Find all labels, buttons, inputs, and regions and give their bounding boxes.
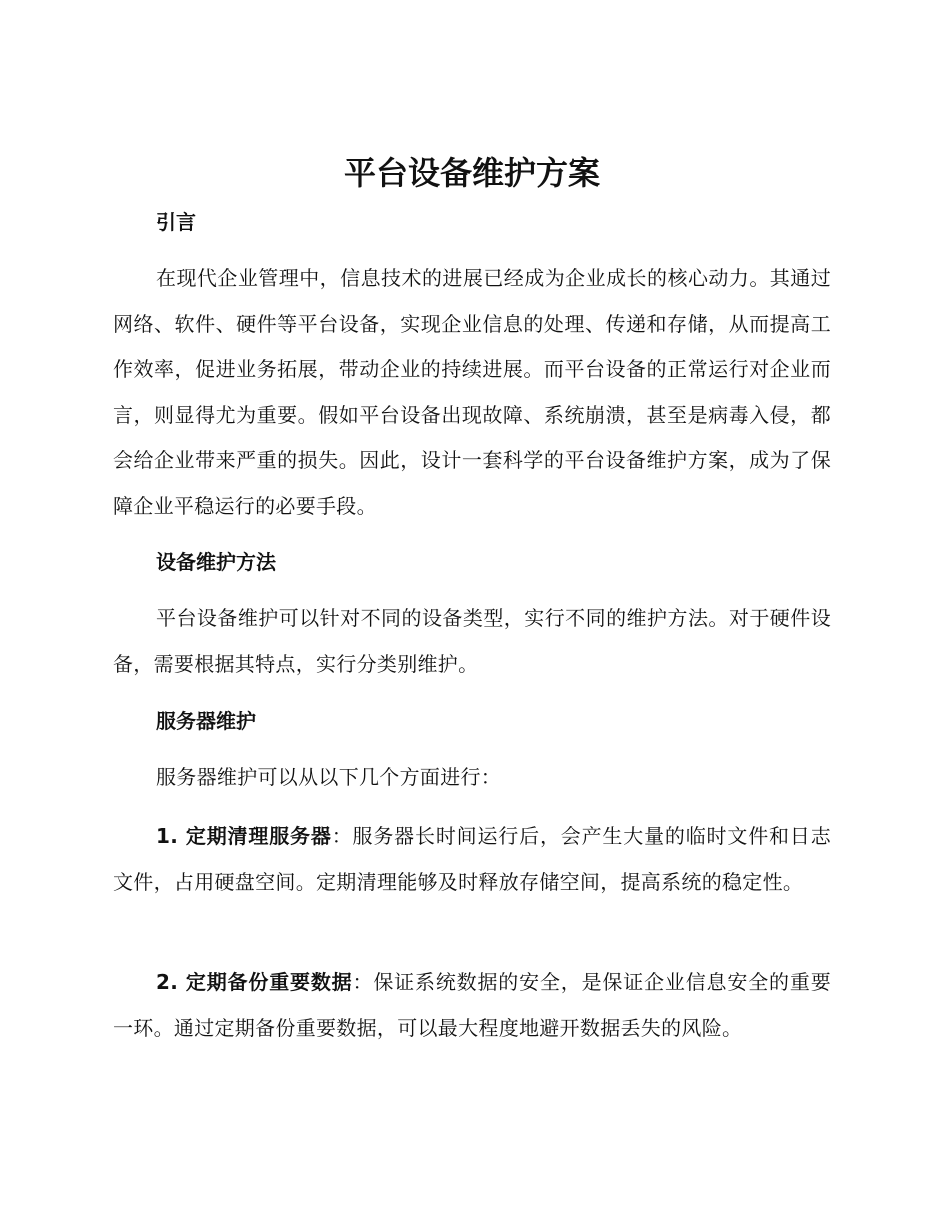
paragraph-methods: 平台设备维护可以针对不同的设备类型，实行不同的维护方法。对于硬件设备，需要根据其特点，实行分类别维护。 [113,606,831,676]
paragraph-intro: 在现代企业管理中，信息技术的进展已经成为企业成长的核心动力。其通过网络、软件、硬件等平台设备，实现企业信息的处理、传递和存储，从而提高工作效率，促进业务拓展，带动企业的持续进展。而平台设备的正常运行对企业而言，则显得尤为重要。假如平台设备出现故障、系统崩溃，甚至是病毒入侵，都会给企业带来严重的损失。因此，设计一套科学的平台设备维护方案，成为了保障企业平稳运行的必要手段。 [113,266,831,518]
paragraph-server-intro: 服务器维护可以从以下几个方面进行： [156,765,502,789]
heading-server: 服务器维护 [156,709,256,733]
heading-intro: 引言 [156,210,196,234]
list-item-backup [113,960,831,1051]
list-item-backup-text: ：保证系统数据的安全，是保证企业信息安全的重要一环。通过定期备份重要数据，可以最大程度地避开数据丢失的风险。 [113,970,831,1040]
list-item-cleanup-label: 1. 定期清理服务器 [156,824,332,848]
document-title: 平台设备维护方案 [343,154,600,192]
list-item-backup-label: 2. 定期备份重要数据 [156,970,353,994]
list-item-cleanup [113,814,831,905]
list-item-cleanup-text: ：服务器长时间运行后，会产生大量的临时文件和日志文件，占用硬盘空间。定期清理能够及时释放存储空间，提高系统的稳定性。 [113,824,831,894]
heading-methods: 设备维护方法 [156,550,276,574]
